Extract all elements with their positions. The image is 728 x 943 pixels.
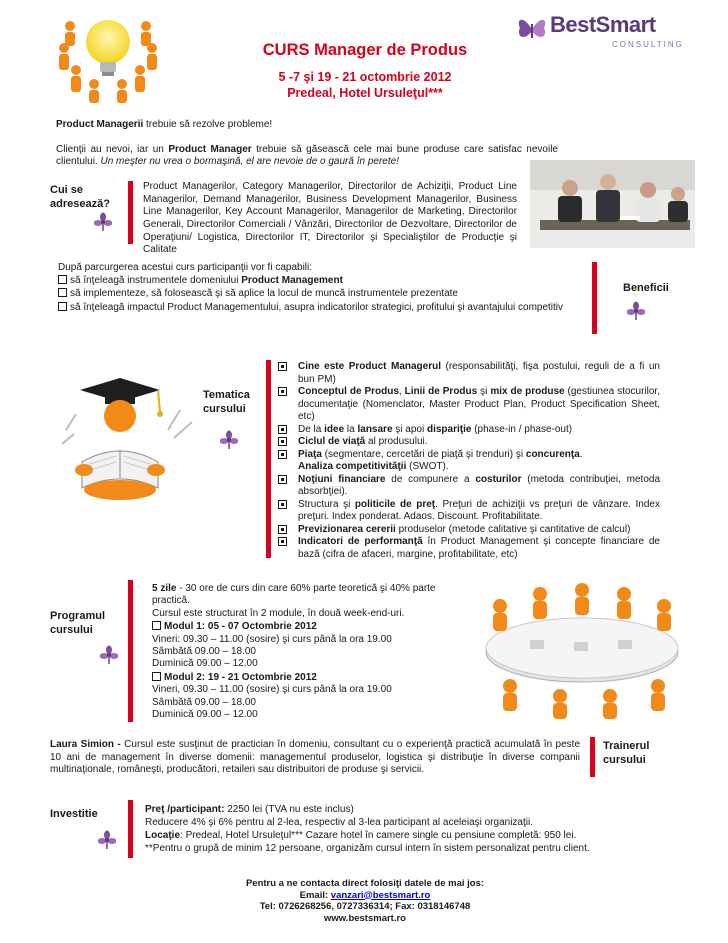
topic-text: de compunere a (385, 473, 476, 485)
topics-list (276, 361, 660, 561)
location-value: : Predeal, Hotel Ursuleţul*** Cazare hotel în camere single cu pensiune completă: 950 lei. (180, 830, 577, 841)
checkbox-icon (278, 525, 287, 534)
topic-item (276, 474, 660, 499)
module-line: Vineri: 09.30 – 11.00 (sosire) şi curs până la ora 19.00 (152, 633, 392, 645)
module-line: Vineri, 09.30 – 11.00 (sosire) şi curs până la ora 19.00 (152, 684, 392, 696)
topic-text: (responsabilităţi, fişa postului, reguli de a fi un bun PM) (298, 361, 660, 385)
intro-quote: Un meşter nu vrea o bormaşină, el are nevoie de o gaură în perete! (100, 156, 399, 168)
program-intro-text: - 30 ore de curs din care 60% parte teoretică şi 40% parte practică. (152, 583, 436, 607)
flower-icon (627, 301, 645, 321)
topic-bold: dispariţie (426, 423, 472, 435)
topic-text: la (344, 423, 358, 435)
group-note: **Pentru o grupă de minim 12 persoane, organizăm cursul intern în sistem personalizat pentru client. (145, 843, 590, 854)
audience-divider (128, 181, 133, 244)
topic-text: , (398, 386, 405, 397)
meeting-photo (530, 160, 695, 248)
butterfly-logo-icon (516, 12, 548, 46)
topic-item (276, 524, 660, 537)
topic-item (276, 424, 660, 437)
topic-bold: costurilor (475, 473, 522, 485)
topic-item (276, 499, 660, 524)
module-line: Sâmbătă 09.00 – 18.00 (152, 696, 256, 708)
topic-item (276, 449, 660, 462)
location-line (145, 829, 685, 842)
benefits-divider (592, 262, 597, 334)
intro-lead (56, 119, 666, 131)
topic-bold: Piaţa (298, 448, 322, 460)
topic-text: (segmentare, cercetări de piaţă şi trenduri) şi (321, 448, 526, 460)
topic-bold: Conceptul de Produs (298, 386, 399, 397)
topic-bold: politicile de preţ (354, 498, 436, 510)
benefit-text: să înţeleagă impactul Product Managementului, asupra indicatorilor strategici, profitului şi avantajului competitiv (70, 301, 564, 313)
logo-brand: BestSmart (550, 12, 656, 37)
topic-item (276, 461, 660, 474)
topics-label: Tematica cursului (203, 389, 250, 415)
trainer-label: Trainerul cursului (603, 740, 650, 766)
module-title (152, 620, 462, 633)
checkbox-icon (278, 387, 287, 396)
flower-icon (220, 430, 238, 450)
topic-bold: Noţiuni financiare (298, 473, 386, 485)
conference-table-illustration (470, 580, 695, 720)
topic-text: . Preţuri de achiziţii vs preţuri de vânzare. Index preţuri. Index ponderat. Adaos. Discount. Profitabilitate. (298, 498, 660, 522)
investment-divider (128, 800, 133, 858)
course-title: CURS Manager de Produs (262, 41, 468, 59)
benefits-block (58, 262, 584, 314)
benefit-text: să înţeleagă instrumentele domeniului (70, 275, 242, 287)
topic-text: în Product Management şi concepte financiare de bază (cifra de afaceri, margine, profitabilitate, etc) (298, 536, 660, 560)
graduate-reading-illustration (60, 370, 200, 510)
program-days: 5 zile (152, 583, 177, 594)
topic-bold: idee (324, 423, 345, 435)
email-link[interactable]: vanzari@bestsmart.ro (330, 889, 431, 901)
benefit-item (58, 287, 584, 300)
program-divider (128, 580, 133, 722)
price-line (145, 803, 685, 816)
checkbox-icon (278, 450, 287, 459)
topic-text: (phase-in / phase-out) (471, 423, 573, 435)
contact-block (180, 878, 550, 924)
course-dates: 5 -7 şi 19 - 21 octombrie 2012 (278, 70, 452, 84)
program-structure: Cursul este structurat în 2 module, în două week-end-uri. (152, 607, 405, 619)
module-title (152, 671, 462, 684)
lightbulb-team-illustration (48, 8, 168, 104)
trainer-name: Laura Simion - (50, 739, 125, 750)
benefit-text: să implementeze, să folosească şi să aplice la locul de muncă instrumentele prezentate (70, 288, 458, 300)
investment-block (145, 803, 685, 855)
price-label: Preţ /participant: (145, 804, 225, 815)
program-block (152, 583, 462, 721)
topic-bold: Analiza competitivităţii (298, 461, 407, 472)
intro-text-b: trebuie să găsească cele mai bune produse care satisfac nevoile clientului. (56, 144, 558, 168)
location-label: Locaţie (145, 830, 181, 841)
module-title-text: Modul 1: 05 - 07 Octombrie 2012 (164, 621, 317, 633)
benefits-label: Beneficii (623, 282, 669, 294)
email-label: Email: (299, 889, 331, 901)
investment-label: Investitie (50, 808, 98, 820)
topic-text: al produsului. (365, 436, 428, 447)
checkbox-icon (278, 437, 287, 446)
intro-paragraph (56, 144, 558, 168)
intro-text-a: Clienţii au nevoi, iar un (56, 144, 169, 155)
module-title-text: Modul 2: 19 - 21 Octombrie 2012 (164, 671, 317, 683)
checkbox-icon (278, 475, 287, 484)
benefits-intro: După parcurgerea acestui curs participanţii vor fi capabili: (58, 262, 313, 273)
trainer-divider (590, 737, 595, 777)
module-line: Duminică 09.00 – 12.00 (152, 708, 258, 720)
checkbox-icon (58, 288, 67, 297)
bestsmart-logo (512, 8, 712, 54)
audience-text: Product Managerilor, Category Managerilor, Directorilor de Achiziţii, Product Line Managerilor, Demand Managerilor, Business Development Managerilor, Business Line Managerilor, Key Account Managerilor, Managerilor de Marketing, Directorilor Generali, Directorilor Comerciali / Vânzări, Directorilor de Dezvoltare, Directorilor de Operaţiuni/ Logistica, Directorilor IT, Directorilor şi Specialiştilor de Producţie şi Calitate (143, 181, 517, 256)
contact-email-line (180, 890, 550, 902)
checkbox-icon (58, 302, 67, 311)
intro-text-bold: Product Manager (168, 144, 252, 155)
topic-item (276, 436, 660, 449)
benefit-bold: Product Management (241, 275, 343, 287)
contact-intro: Pentru a ne contacta direct folosiţi datele de mai jos: (245, 878, 485, 889)
module-line: Sâmbătă 09.00 – 18.00 (152, 645, 256, 657)
audience-label: Cui se adresează? (50, 184, 110, 210)
program-label: Programul cursului (50, 610, 106, 636)
topic-bold: Previzionarea cererii (298, 523, 396, 535)
topic-text: . (579, 448, 583, 460)
course-location: Predeal, Hotel Ursuleţul*** (287, 86, 443, 101)
topic-text: De la (298, 423, 325, 435)
topic-text: (gestiunea stocurilor, documentaţie (Nomenclator, Master Product Plan, Product Specification Sheet, etc) (298, 386, 660, 422)
program-intro (152, 583, 448, 608)
topic-text: şi apoi (392, 423, 427, 435)
benefit-item (58, 274, 584, 287)
topics-divider (266, 360, 271, 558)
discount-line: Reducere 4% şi 6% pentru al 2-lea, respectiv al 3-lea participant al aceleiaşi organizaţii. (145, 817, 533, 828)
topic-bold: Indicatori de performanţă (298, 536, 423, 547)
contact-website[interactable]: www.bestsmart.ro (323, 912, 406, 924)
flower-icon (98, 830, 116, 850)
topic-text: şi (477, 386, 491, 397)
topic-item (276, 361, 660, 386)
contact-phones: Tel: 0726268256, 0727336314; Fax: 0318146748 (259, 901, 471, 913)
topic-bold: concurenţa (525, 448, 580, 460)
course-dates-location (180, 69, 550, 102)
topic-bold: Cine este Product Managerul (298, 361, 442, 372)
checkbox-icon (152, 672, 161, 681)
topic-text: (metoda contribuţiei, metoda absorbţiei). (298, 473, 661, 497)
price-value: 2250 lei (TVA nu este inclus) (224, 804, 354, 815)
intro-lead-bold: Product Managerii (56, 119, 144, 130)
flower-icon (100, 645, 118, 665)
intro-lead-rest: trebuie să rezolve probleme! (143, 119, 273, 130)
topic-bold: Linii de Produs (404, 386, 478, 397)
topic-item (276, 536, 660, 561)
logo-subtitle: CONSULTING (612, 40, 684, 49)
trainer-text (50, 739, 580, 777)
topic-text: (SWOT). (406, 461, 449, 472)
checkbox-icon (58, 275, 67, 284)
checkbox-icon (152, 621, 161, 630)
topic-bold: Ciclul de viaţă (298, 436, 366, 447)
topic-bold: mix de produse (490, 386, 565, 397)
topic-item (276, 386, 660, 424)
checkbox-icon (278, 537, 287, 546)
topic-text: Structura şi (298, 498, 355, 510)
module-line: Duminică 09.00 – 12.00 (152, 658, 258, 670)
topic-bold: lansare (357, 423, 393, 435)
checkbox-icon (278, 425, 287, 434)
trainer-description: Cursul este susţinut de practician în domeniu, consultant cu o experienţă practică acumulată în peste 10 ani de management în diverse domenii: managementul produselor, logistica şi distribuţie în diverse companii multinaţionale, româneşti, producători, retaileri sau distribuitori de produse şi servicii. (50, 739, 581, 775)
checkbox-icon (278, 362, 287, 371)
flower-icon (94, 212, 112, 232)
benefit-item (58, 301, 584, 314)
checkbox-icon (278, 500, 287, 509)
topic-text: produselor (metode calitative şi cantitative de calcul) (395, 523, 631, 535)
